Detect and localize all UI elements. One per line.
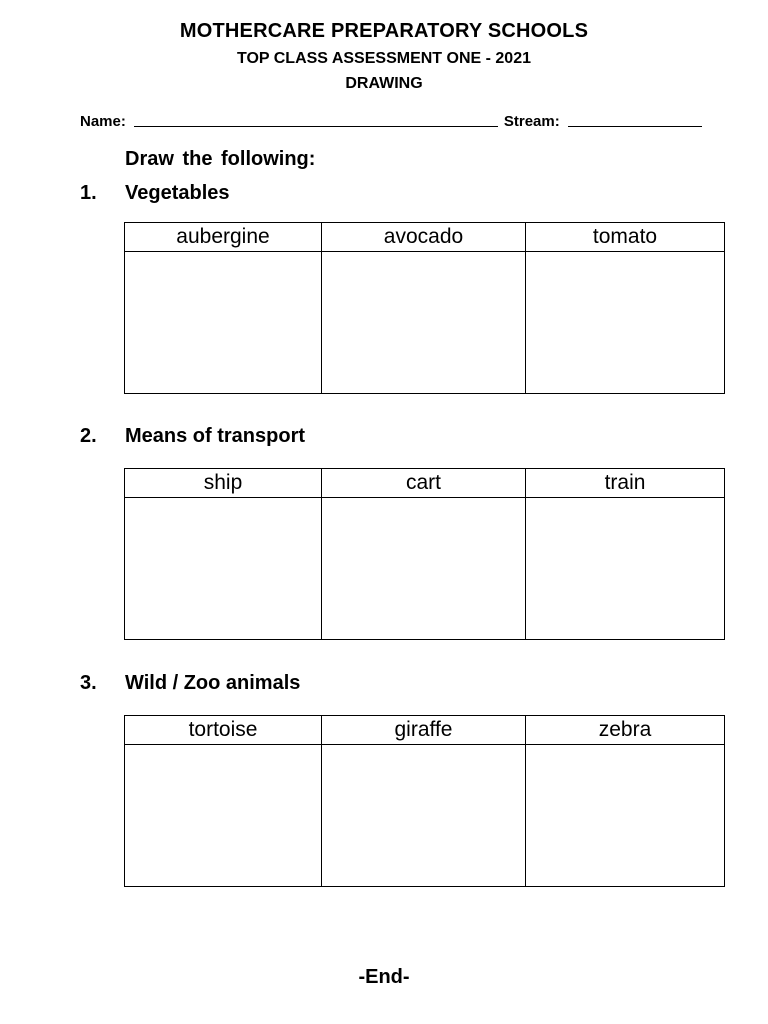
section-2-number: 2. [80, 425, 97, 447]
drawing-box-zebra[interactable] [526, 745, 725, 887]
column-header: train [526, 469, 725, 498]
column-header: tomato [526, 223, 725, 252]
section-1-drawing-table [124, 222, 725, 394]
section-1-heading [80, 182, 230, 205]
student-info-line [80, 112, 736, 130]
column-header: zebra [526, 716, 725, 745]
column-header: ship [125, 469, 322, 498]
name-label: Name: [80, 113, 126, 130]
subject-title: DRAWING [345, 75, 423, 92]
drawing-box-tomato[interactable] [526, 252, 725, 394]
section-3-drawing-table [124, 715, 725, 887]
drawing-box-train[interactable] [526, 498, 725, 640]
stream-blank-line[interactable] [568, 112, 702, 127]
drawing-box-ship[interactable] [125, 498, 322, 640]
section-1-number: 1. [80, 182, 97, 204]
drawing-box-avocado[interactable] [322, 252, 526, 394]
school-name: MOTHERCARE PREPARATORY SCHOOLS [179, 20, 589, 42]
section-2-title: Means of transport [125, 425, 306, 447]
column-header: tortoise [125, 716, 322, 745]
section-1-title: Vegetables [125, 182, 230, 204]
column-header: avocado [322, 223, 526, 252]
drawing-box-giraffe[interactable] [322, 745, 526, 887]
column-header: aubergine [125, 223, 322, 252]
section-3-title: Wild / Zoo animals [125, 672, 301, 694]
section-3-heading [80, 672, 300, 695]
stream-label: Stream: [503, 113, 560, 130]
drawing-box-aubergine[interactable] [125, 252, 322, 394]
end-marker: -End- [358, 966, 410, 988]
drawing-box-tortoise[interactable] [125, 745, 322, 887]
section-3-number: 3. [80, 672, 97, 694]
name-blank-line[interactable] [134, 112, 498, 127]
section-2-drawing-table [124, 468, 725, 640]
column-header: giraffe [322, 716, 526, 745]
drawing-box-cart[interactable] [322, 498, 526, 640]
section-2-heading [80, 425, 305, 448]
instruction-text: Draw the following: [125, 148, 316, 170]
assessment-title: TOP CLASS ASSESSMENT ONE - 2021 [236, 50, 531, 67]
column-header: cart [322, 469, 526, 498]
